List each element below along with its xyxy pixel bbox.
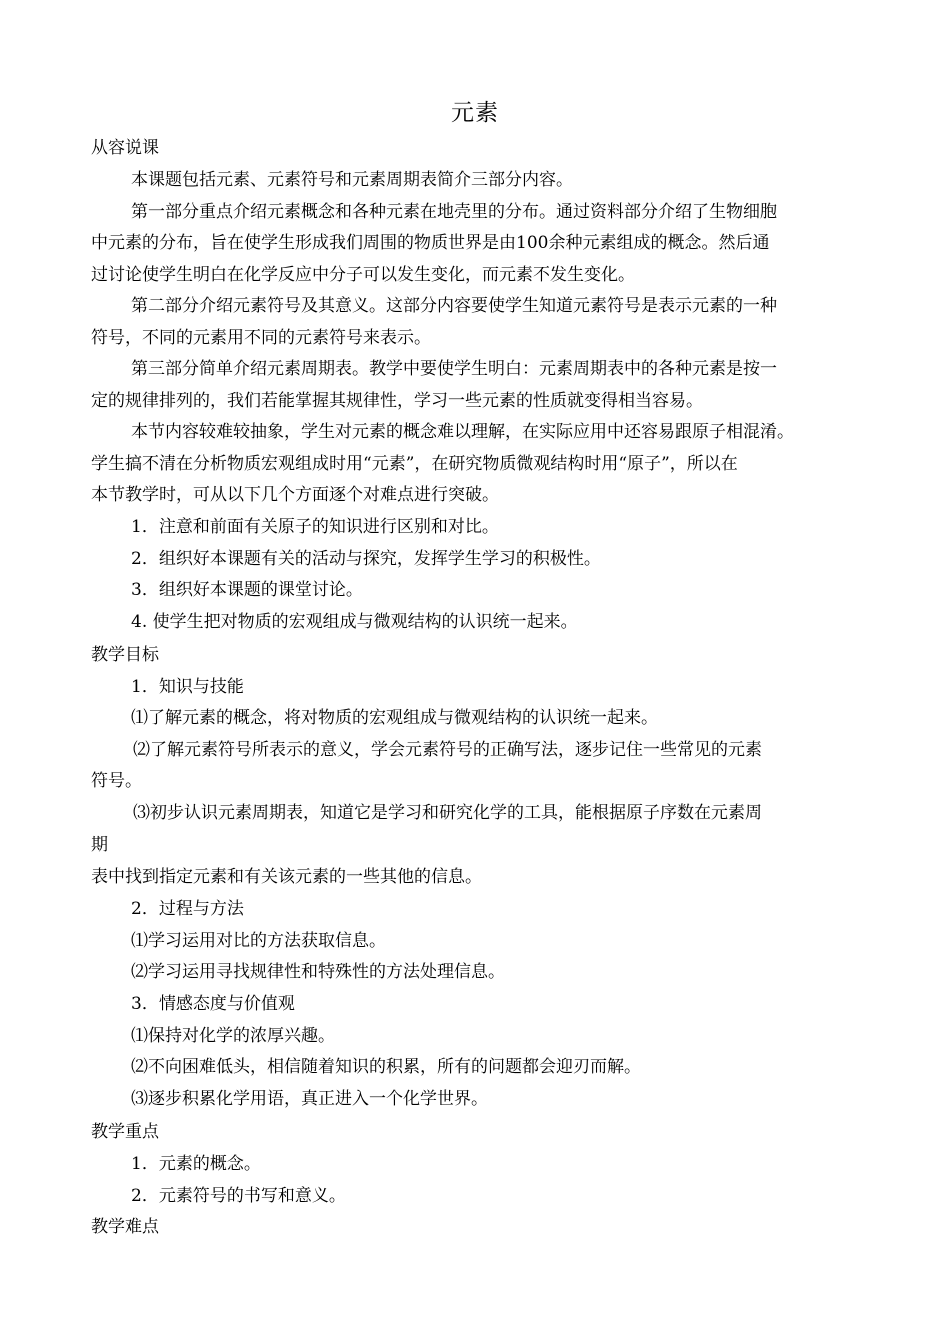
list-item: 1．元素的概念。 (131, 1154, 261, 1174)
list-item: ⑵不向困难低头，相信随着知识的积累，所有的问题都会迎刃而解。 (131, 1057, 641, 1077)
list-item: 2．组织好本课题有关的活动与探究，发挥学生学习的积极性。 (131, 549, 601, 569)
paragraph-continuation: 学生搞不清在分析物质宏观组成时用“元素”，在研究物质微观结构时用“原子”，所以在 (91, 454, 738, 474)
paragraph: 本课题包括元素、元素符号和元素周期表简介三部分内容。 (131, 170, 573, 190)
list-item: 3．组织好本课题的课堂讨论。 (131, 580, 363, 600)
paragraph-continuation: 符号。 (91, 771, 142, 791)
list-item: 4. 使学生把对物质的宏观组成与微观结构的认识统一起来。 (131, 612, 578, 632)
section-heading-difficult: 教学难点 (91, 1217, 159, 1237)
paragraph-continuation: 定的规律排列的，我们若能掌握其规律性，学习一些元素的性质就变得相当容易。 (91, 391, 703, 411)
list-item: ⑴了解元素的概念，将对物质的宏观组成与微观结构的认识统一起来。 (131, 708, 658, 728)
paragraph-continuation: 过讨论使学生明白在化学反应中分子可以发生变化，而元素不发生变化。 (91, 265, 635, 285)
list-item: ⑶逐步积累化学用语，真正进入一个化学世界。 (131, 1089, 488, 1109)
paragraph-continuation: 中元素的分布，旨在使学生形成我们周围的物质世界是由100余种元素组成的概念。然后通 (91, 233, 770, 253)
list-item: ⑵学习运用寻找规律性和特殊性的方法处理信息。 (131, 962, 505, 982)
list-item: 2．过程与方法 (131, 899, 244, 919)
list-item: 1．注意和前面有关原子的知识进行区别和对比。 (131, 517, 499, 537)
paragraph-continuation: 符号，不同的元素用不同的元素符号来表示。 (91, 328, 431, 348)
paragraph: 第一部分重点介绍元素概念和各种元素在地壳里的分布。通过资料部分介绍了生物细胞 (131, 202, 777, 222)
list-item: ⑴学习运用对比的方法获取信息。 (131, 931, 386, 951)
paragraph-continuation: 本节教学时，可从以下几个方面逐个对难点进行突破。 (91, 485, 499, 505)
list-item: ⑶初步认识元素周期表，知道它是学习和研究化学的工具，能根据原子序数在元素周 (133, 803, 762, 823)
section-heading-intro: 从容说课 (91, 138, 159, 158)
list-item: 2．元素符号的书写和意义。 (131, 1186, 346, 1206)
list-item: ⑵了解元素符号所表示的意义，学会元素符号的正确写法，逐步记住一些常见的元素 (133, 740, 762, 760)
list-item: 3．情感态度与价值观 (131, 994, 295, 1014)
paragraph: 本节内容较难较抽象，学生对元素的概念难以理解，在实际应用中还容易跟原子相混淆。 (131, 422, 794, 442)
section-heading-goals: 教学目标 (91, 645, 159, 665)
section-heading-key: 教学重点 (91, 1122, 159, 1142)
page-title: 元素 (451, 100, 499, 126)
paragraph: 第二部分介绍元素符号及其意义。这部分内容要使学生知道元素符号是表示元素的一种 (131, 296, 777, 316)
list-item: 1．知识与技能 (131, 677, 244, 697)
paragraph-continuation: 期 (91, 835, 108, 855)
paragraph-continuation: 表中找到指定元素和有关该元素的一些其他的信息。 (91, 867, 482, 887)
list-item: ⑴保持对化学的浓厚兴趣。 (131, 1026, 335, 1046)
paragraph: 第三部分简单介绍元素周期表。教学中要使学生明白：元素周期表中的各种元素是按一 (131, 359, 777, 379)
